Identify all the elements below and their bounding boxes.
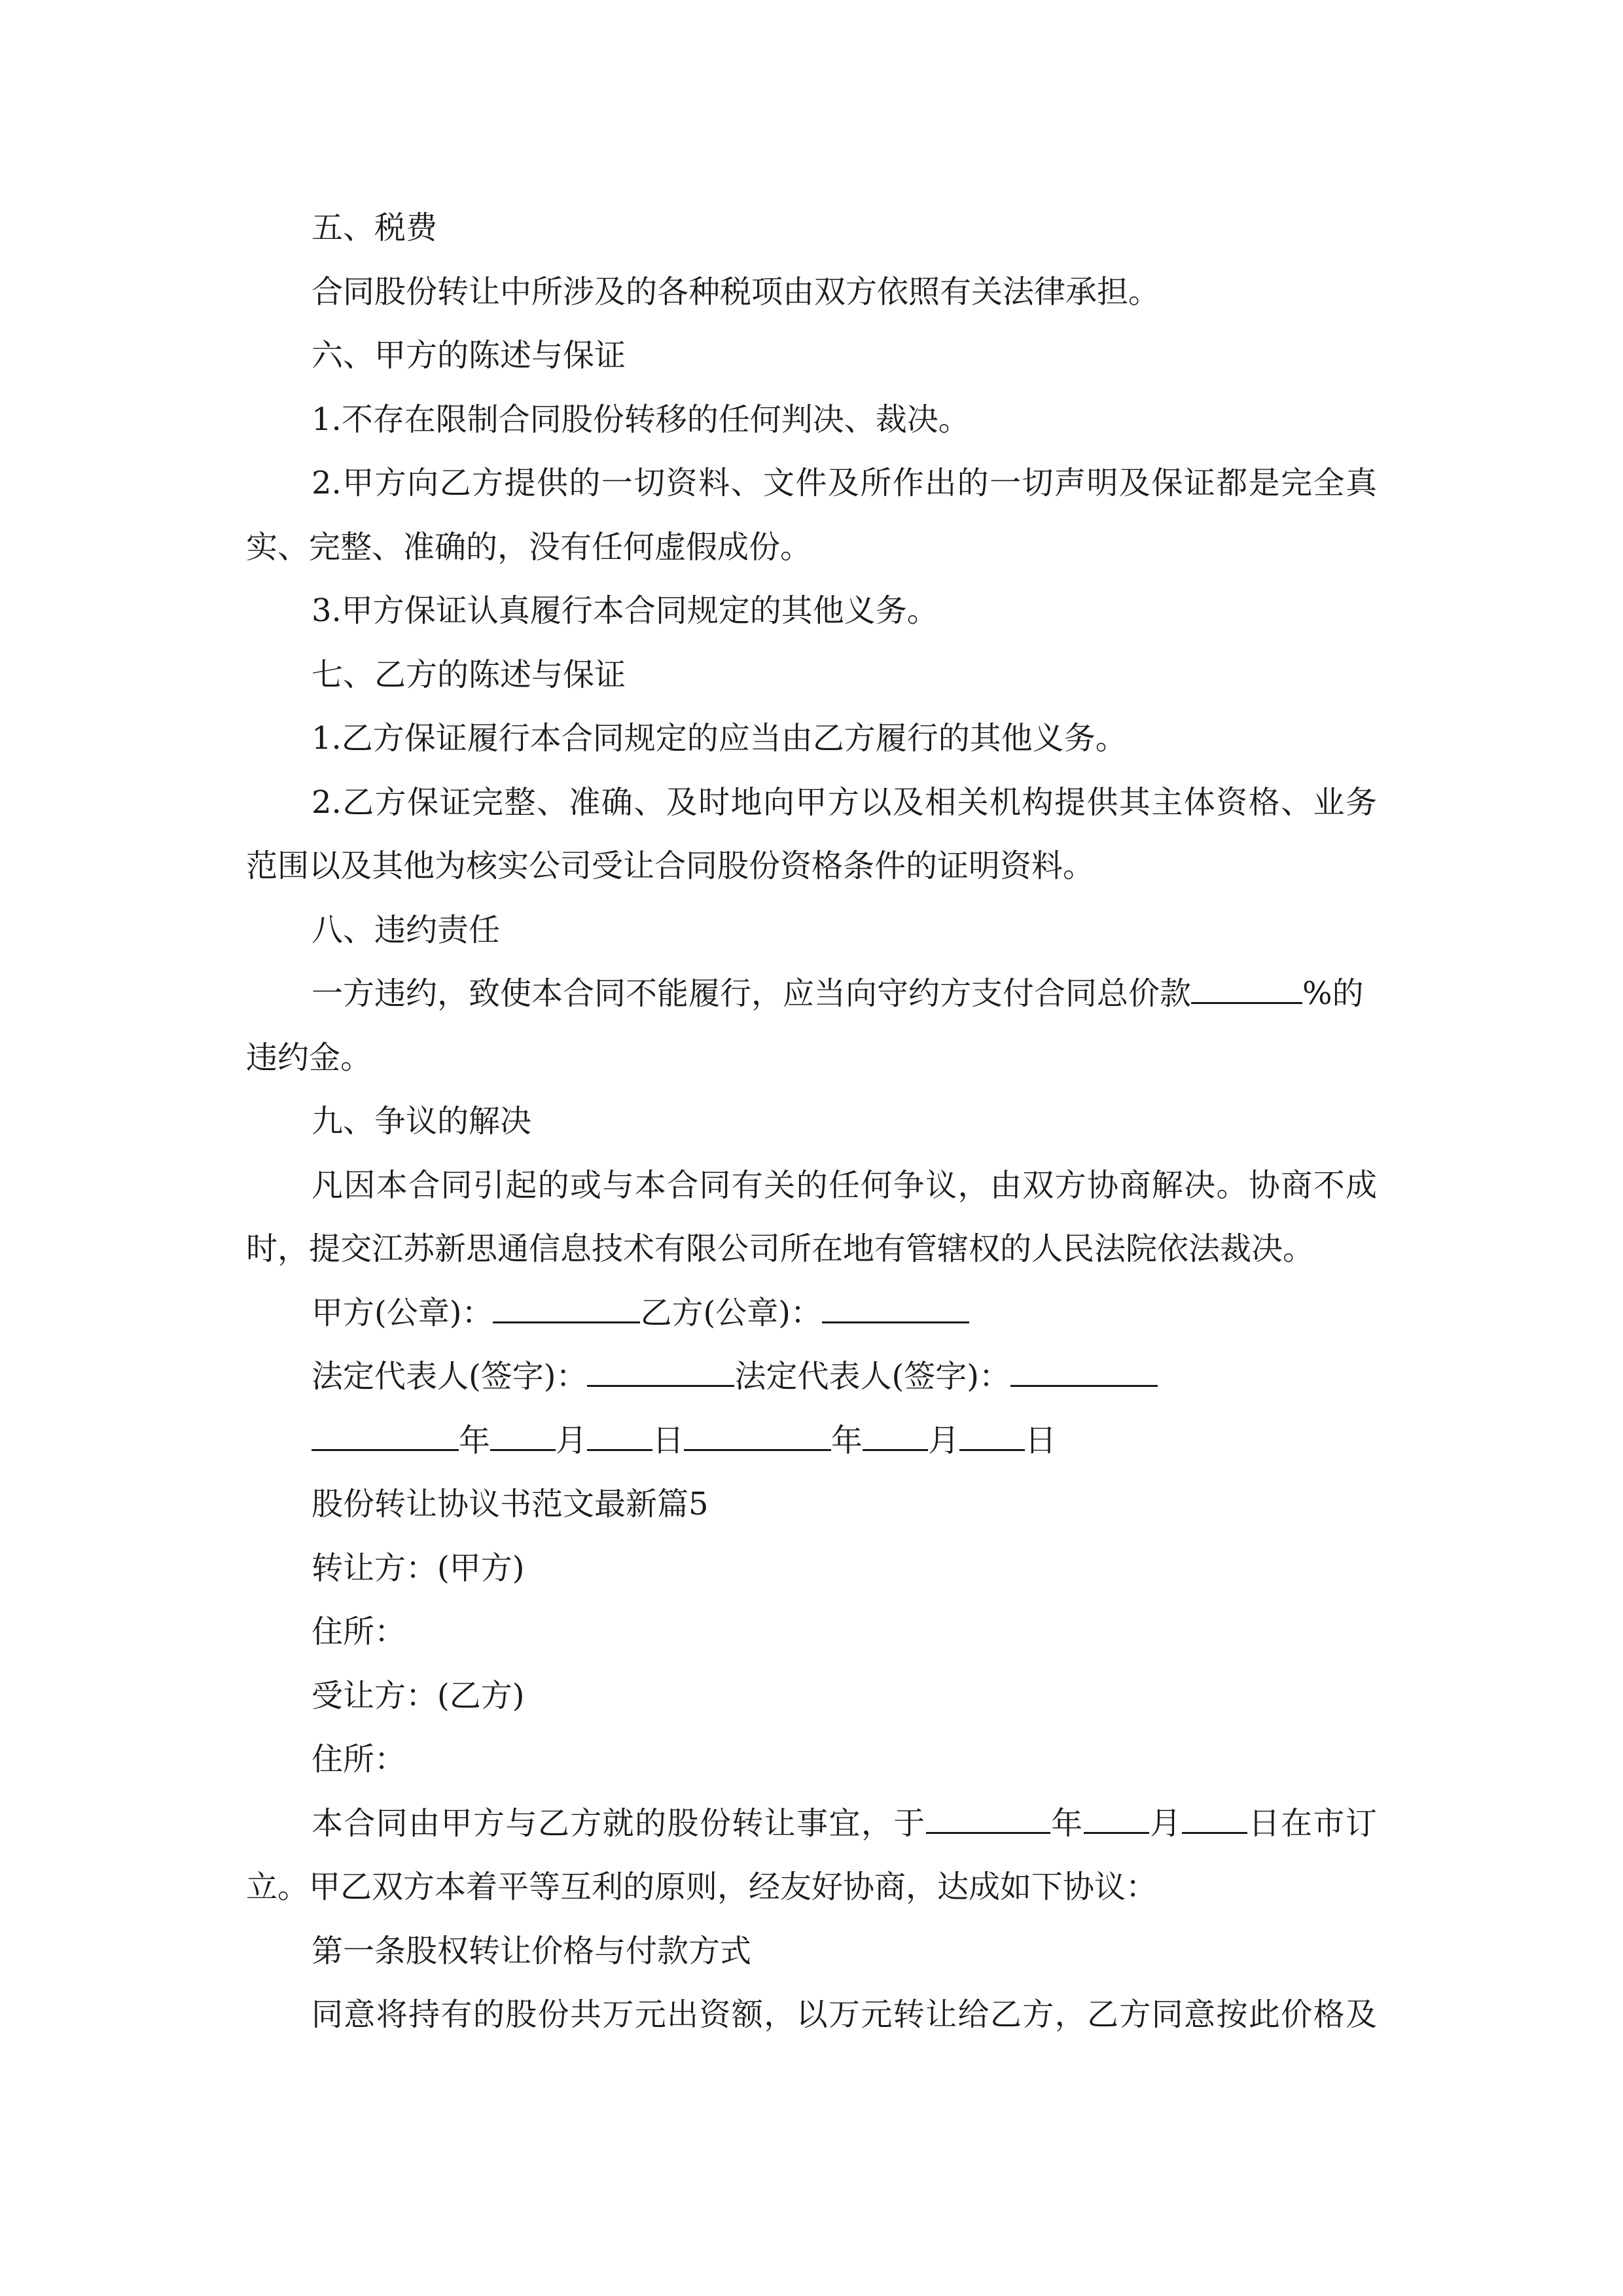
date-b-year: 年: [831, 1422, 863, 1459]
date-a-year-blank[interactable]: [312, 1423, 459, 1451]
rep-a-label: 法定代表人(签字)：: [312, 1358, 588, 1395]
paragraph-line: [246, 771, 1377, 835]
seal-line: [246, 1282, 1377, 1346]
paragraph-line: [246, 1600, 1377, 1664]
paragraph-line: [246, 1090, 1377, 1154]
date-a-day-blank[interactable]: [587, 1423, 652, 1451]
paragraph-text: 实、完整、准确的，没有任何虚假成份。: [246, 528, 812, 565]
paragraph-line: [246, 388, 1377, 452]
paragraph-text: 范围以及其他为核实公司受让合同股份资格条件的证明资料。: [246, 848, 1095, 884]
date-b-month-blank[interactable]: [863, 1423, 928, 1451]
paragraph-text: 合同股份转让中所涉及的各种税项由双方依照有关法律承担。: [312, 273, 1160, 310]
paragraph-text: 2.甲方向乙方提供的一切资料、文件及所作出的一切声明及保证都是完全真: [312, 465, 1377, 501]
paragraph-text: 七、乙方的陈述与保证: [312, 656, 626, 693]
penalty-text: 一方违约，致使本合同不能履行，应当向守约方支付合同总价款: [312, 975, 1192, 1012]
contract-date-text: 本合同由甲方与乙方就的股份转让事宜，于: [312, 1804, 926, 1842]
contract-cont-line: [246, 1856, 1377, 1920]
contract-year: 年: [1050, 1804, 1084, 1842]
paragraph-line: [246, 324, 1377, 388]
paragraph-line: [246, 899, 1377, 963]
rep-b-blank[interactable]: [1010, 1359, 1158, 1387]
date-b-year-blank[interactable]: [684, 1423, 831, 1451]
article-1: [246, 1920, 1377, 2047]
paragraph-text: 1.乙方保证履行本合同规定的应当由乙方履行的其他义务。: [312, 720, 1127, 757]
paragraph-line: [246, 196, 1377, 260]
contract-date-line: [246, 1792, 1377, 1856]
date-a-month: 月: [556, 1422, 588, 1459]
agreement-5-header: [246, 1473, 1377, 1792]
paragraph-text: 2.乙方保证完整、准确、及时地向甲方以及相关机构提供其主体资格、业务: [312, 783, 1377, 821]
paragraph-line: [246, 1217, 1377, 1282]
paragraph-text: 股份转让协议书范文最新篇5: [312, 1486, 709, 1522]
contract-month-blank[interactable]: [1084, 1806, 1149, 1834]
penalty-blank[interactable]: [1191, 976, 1302, 1004]
party-b-seal-blank[interactable]: [822, 1295, 969, 1323]
party-a-seal-label: 甲方(公章)：: [312, 1294, 493, 1331]
paragraph-text: 五、税费: [312, 209, 438, 246]
paragraph-line: [246, 1728, 1377, 1792]
paragraph-line: [246, 1537, 1377, 1601]
contract-month: 月: [1149, 1804, 1183, 1842]
date-a-day: 日: [652, 1422, 685, 1459]
party-a-seal-blank[interactable]: [493, 1295, 640, 1323]
paragraph-text: 九、争议的解决: [312, 1103, 532, 1139]
party-b-seal-label: 乙方(公章)：: [640, 1294, 822, 1331]
contract-cont-text: 立。甲乙双方本着平等互利的原则，经友好协商，达成如下协议：: [246, 1869, 1158, 1905]
paragraph-line: [246, 1983, 1377, 2047]
paragraph-text: 住所：: [312, 1613, 406, 1650]
section-9: [246, 1090, 1377, 1282]
paragraph-text: 受让方：(乙方): [312, 1677, 525, 1714]
paragraph-text: 六、甲方的陈述与保证: [312, 337, 626, 374]
document-body: [246, 196, 1377, 2047]
contract-day-text: 日在市订: [1247, 1804, 1377, 1842]
date-a-year: 年: [459, 1422, 491, 1459]
paragraph-text: 八、违约责任: [312, 911, 501, 948]
paragraph-text: 时，提交江苏新思通信息技术有限公司所在地有管辖权的人民法院依法裁决。: [246, 1230, 1315, 1267]
date-line: [246, 1409, 1377, 1473]
penalty-cont-line: [246, 1026, 1377, 1090]
paragraph-text: 凡因本合同引起的或与本合同有关的任何争议，由双方协商解决。协商不成: [312, 1166, 1377, 1204]
paragraph-line: [246, 1473, 1377, 1537]
contract-year-blank[interactable]: [926, 1806, 1050, 1834]
date-b-day-blank[interactable]: [959, 1423, 1025, 1451]
paragraph-line: [246, 260, 1377, 325]
penalty-cont-text: 违约金。: [246, 1039, 372, 1076]
paragraph-line: [246, 707, 1377, 771]
contract-day-blank[interactable]: [1182, 1806, 1247, 1834]
date-b-month: 月: [928, 1422, 960, 1459]
date-a-month-blank[interactable]: [490, 1423, 556, 1451]
date-b-day: 日: [1025, 1422, 1057, 1459]
paragraph-text: 第一条股权转让价格与付款方式: [312, 1932, 752, 1969]
paragraph-line: [246, 1154, 1377, 1218]
paragraph-line: [246, 643, 1377, 708]
paragraph-text: 1.不存在限制合同股份转移的任何判决、裁决。: [312, 401, 970, 438]
paragraph-line: [246, 1920, 1377, 1984]
paragraph-line: [246, 452, 1377, 516]
rep-a-blank[interactable]: [587, 1359, 734, 1387]
section-5-to-8: [246, 196, 1377, 962]
paragraph-text: 同意将持有的股份共万元出资额，以万元转让给乙方，乙方同意按此价格及: [312, 1996, 1377, 2033]
paragraph-line: [246, 834, 1377, 899]
paragraph-text: 3.甲方保证认真履行本合同规定的其他义务。: [312, 592, 938, 629]
paragraph-text: 住所：: [312, 1741, 406, 1778]
rep-b-label: 法定代表人(签字)：: [734, 1358, 1010, 1395]
paragraph-text: 转让方：(甲方): [312, 1549, 525, 1587]
paragraph-line: [246, 1664, 1377, 1729]
penalty-line: [246, 962, 1377, 1026]
penalty-percent: %的: [1302, 975, 1364, 1012]
paragraph-line: [246, 516, 1377, 580]
rep-line: [246, 1345, 1377, 1409]
paragraph-line: [246, 579, 1377, 643]
